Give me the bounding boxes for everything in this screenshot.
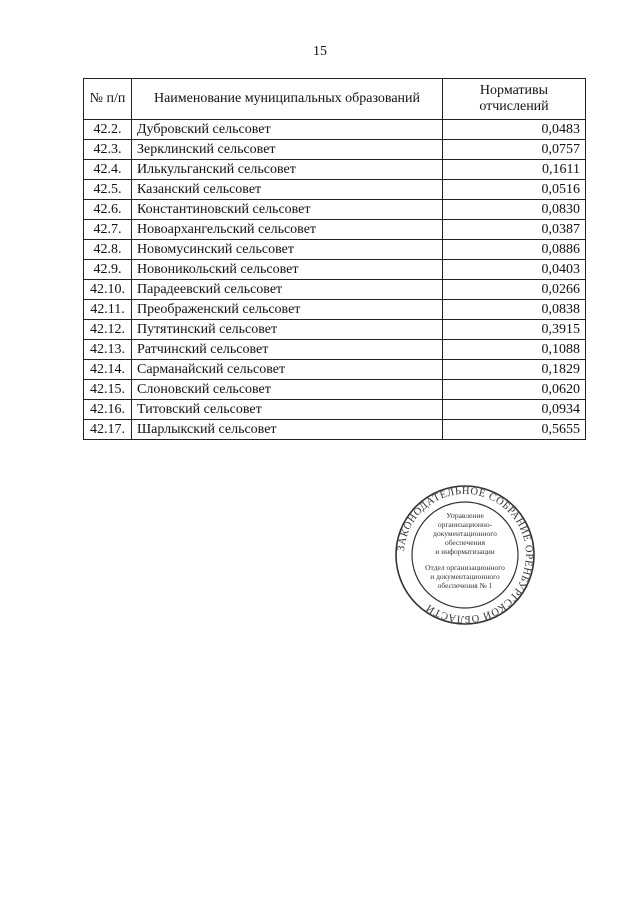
row-value: 0,1829 <box>443 360 586 380</box>
table-header-row <box>84 79 586 120</box>
row-value: 0,1611 <box>443 160 586 180</box>
row-value: 0,0516 <box>443 180 586 200</box>
table-row <box>84 320 586 340</box>
row-number: 42.7. <box>84 220 132 240</box>
table-row <box>84 400 586 420</box>
row-name: Слоновский сельсовет <box>132 380 443 400</box>
row-number: 42.2. <box>84 120 132 140</box>
row-number: 42.8. <box>84 240 132 260</box>
row-name: Новоникольский сельсовет <box>132 260 443 280</box>
table-row <box>84 340 586 360</box>
row-name: Константиновский сельсовет <box>132 200 443 220</box>
row-name: Парадеевский сельсовет <box>132 280 443 300</box>
row-name: Сарманайский сельсовет <box>132 360 443 380</box>
stamp-inner-line: организационно- <box>437 520 493 529</box>
table-row <box>84 280 586 300</box>
stamp-inner-line: и информатизации <box>435 547 495 556</box>
table-row <box>84 140 586 160</box>
table-row <box>84 300 586 320</box>
row-name: Титовский сельсовет <box>132 400 443 420</box>
row-number: 42.17. <box>84 420 132 440</box>
stamp-ring-text: ЗАКОНОДАТЕЛЬНОЕ СОБРАНИЕ ОРЕНБУРГСКОЙ ОБЛАСТИ <box>396 485 535 625</box>
row-value: 0,0757 <box>443 140 586 160</box>
row-value: 0,0620 <box>443 380 586 400</box>
row-value: 0,0886 <box>443 240 586 260</box>
table-row <box>84 240 586 260</box>
row-name: Казанский сельсовет <box>132 180 443 200</box>
row-number: 42.11. <box>84 300 132 320</box>
row-number: 42.6. <box>84 200 132 220</box>
table-row <box>84 260 586 280</box>
row-number: 42.14. <box>84 360 132 380</box>
header-number: № п/п <box>84 79 132 120</box>
table-row <box>84 420 586 440</box>
row-name: Зерклинский сельсовет <box>132 140 443 160</box>
row-value: 0,0387 <box>443 220 586 240</box>
row-name: Путятинский сельсовет <box>132 320 443 340</box>
table-row <box>84 160 586 180</box>
table-row <box>84 220 586 240</box>
header-value: Нормативы отчислений <box>443 79 586 120</box>
row-number: 42.12. <box>84 320 132 340</box>
row-name: Новомусинский сельсовет <box>132 240 443 260</box>
table-body <box>84 120 586 440</box>
stamp-dept-line: Отдел организационного <box>425 563 505 572</box>
row-number: 42.16. <box>84 400 132 420</box>
row-name: Новоархангельский сельсовет <box>132 220 443 240</box>
stamp-inner-line: Управление <box>446 511 484 520</box>
official-stamp <box>394 484 536 626</box>
row-value: 0,5655 <box>443 420 586 440</box>
row-number: 42.15. <box>84 380 132 400</box>
row-value: 0,0838 <box>443 300 586 320</box>
row-value: 0,3915 <box>443 320 586 340</box>
row-name: Илькульганский сельсовет <box>132 160 443 180</box>
row-number: 42.5. <box>84 180 132 200</box>
row-value: 0,0830 <box>443 200 586 220</box>
row-name: Ратчинский сельсовет <box>132 340 443 360</box>
table-row <box>84 380 586 400</box>
row-number: 42.9. <box>84 260 132 280</box>
row-value: 0,0934 <box>443 400 586 420</box>
table-row <box>84 360 586 380</box>
page-number: 15 <box>313 44 327 59</box>
table-row <box>84 200 586 220</box>
stamp-inner-line: документационного <box>433 529 497 538</box>
row-value: 0,0403 <box>443 260 586 280</box>
table-row <box>84 120 586 140</box>
row-value: 0,0266 <box>443 280 586 300</box>
row-number: 42.13. <box>84 340 132 360</box>
table-row <box>84 180 586 200</box>
row-value: 0,0483 <box>443 120 586 140</box>
header-name: Наименование муниципальных образований <box>132 79 443 120</box>
stamp-inner-line: обеспечения <box>444 538 486 547</box>
row-number: 42.10. <box>84 280 132 300</box>
stamp-dept-line: и документационного <box>430 572 500 581</box>
row-name: Преображенский сельсовет <box>132 300 443 320</box>
norms-table <box>83 78 586 440</box>
row-value: 0,1088 <box>443 340 586 360</box>
row-number: 42.3. <box>84 140 132 160</box>
stamp-dept-line: обеспечения № 1 <box>437 581 493 590</box>
row-number: 42.4. <box>84 160 132 180</box>
row-name: Шарлыкский сельсовет <box>132 420 443 440</box>
row-name: Дубровский сельсовет <box>132 120 443 140</box>
